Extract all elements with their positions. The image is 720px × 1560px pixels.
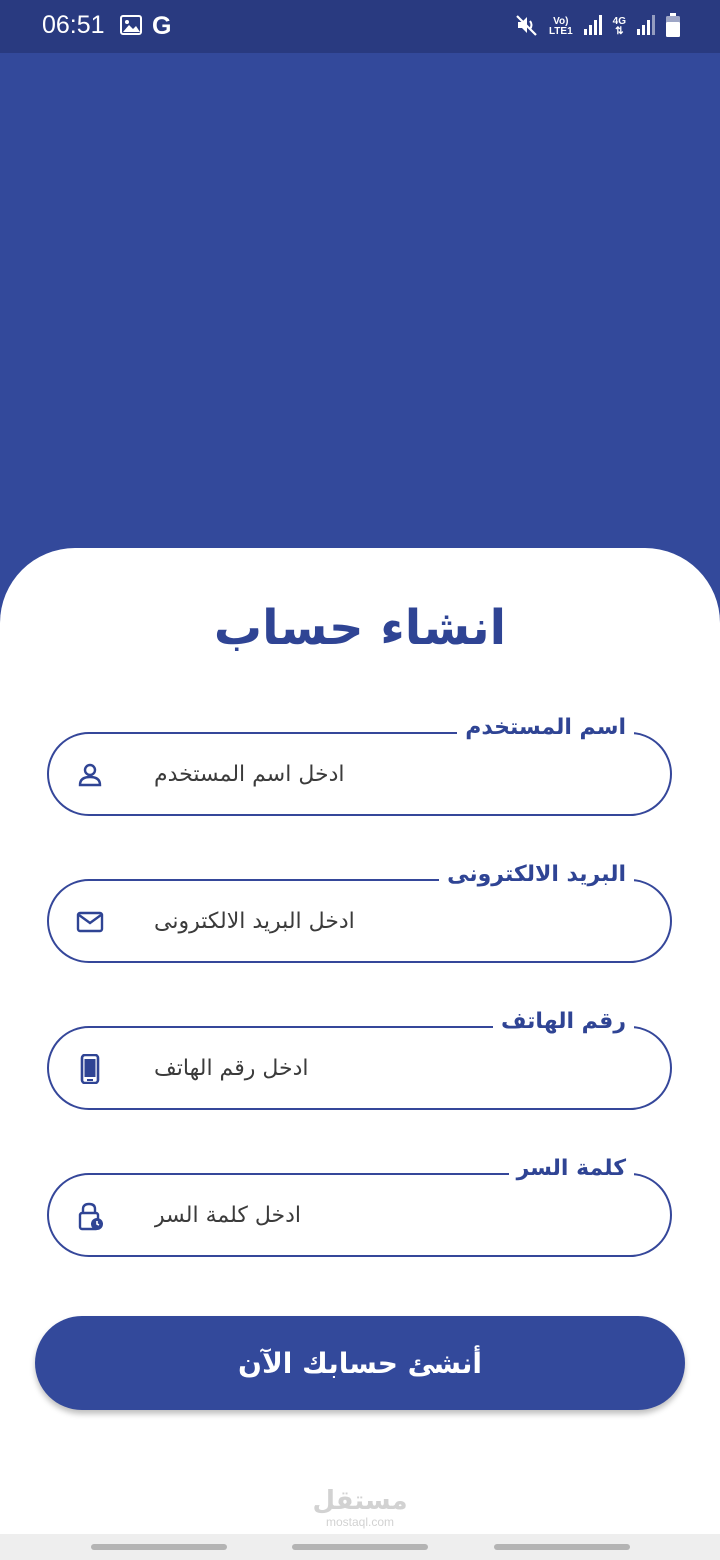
- email-field[interactable]: [47, 879, 672, 963]
- signal-icon: [583, 14, 603, 40]
- phone-label: رقم الهاتف: [493, 1009, 634, 1034]
- nav-back-handle[interactable]: [91, 1544, 227, 1550]
- watermark: [0, 1487, 720, 1529]
- create-account-button[interactable]: أنشئ حسابك الآن: [35, 1316, 685, 1410]
- phone-input[interactable]: [154, 1046, 594, 1090]
- username-field[interactable]: [47, 732, 672, 816]
- lock-clock-icon: [75, 1201, 105, 1231]
- google-icon: G: [152, 12, 172, 40]
- username-label: اسم المستخدم: [457, 715, 634, 740]
- mute-icon: [515, 13, 539, 41]
- password-label: كلمة السر: [509, 1156, 634, 1181]
- nav-home-handle[interactable]: [292, 1544, 428, 1550]
- email-input[interactable]: [154, 899, 594, 943]
- nav-recents-handle[interactable]: [494, 1544, 630, 1550]
- image-icon: [120, 15, 142, 39]
- status-bar: [0, 0, 720, 53]
- watermark-logo: مستقل: [312, 1486, 408, 1516]
- mail-icon: [75, 907, 105, 937]
- person-icon: [75, 760, 105, 790]
- watermark-url: mostaql.com: [325, 1515, 395, 1529]
- page-title: انشاء حساب: [213, 600, 507, 656]
- battery-icon: [666, 13, 680, 41]
- password-input[interactable]: [154, 1193, 594, 1237]
- username-input[interactable]: [154, 752, 594, 796]
- signal-icon: [636, 14, 656, 40]
- network-type: 4G ⇅: [612, 16, 626, 37]
- email-label: البريد الالكترونى: [439, 862, 634, 887]
- phone-field[interactable]: [47, 1026, 672, 1110]
- password-field[interactable]: [47, 1173, 672, 1257]
- navigation-bar: [0, 1534, 720, 1560]
- status-time: 06:51: [42, 11, 105, 39]
- phone-icon: [75, 1054, 105, 1084]
- volte-indicator: Vo) LTE1: [548, 16, 573, 37]
